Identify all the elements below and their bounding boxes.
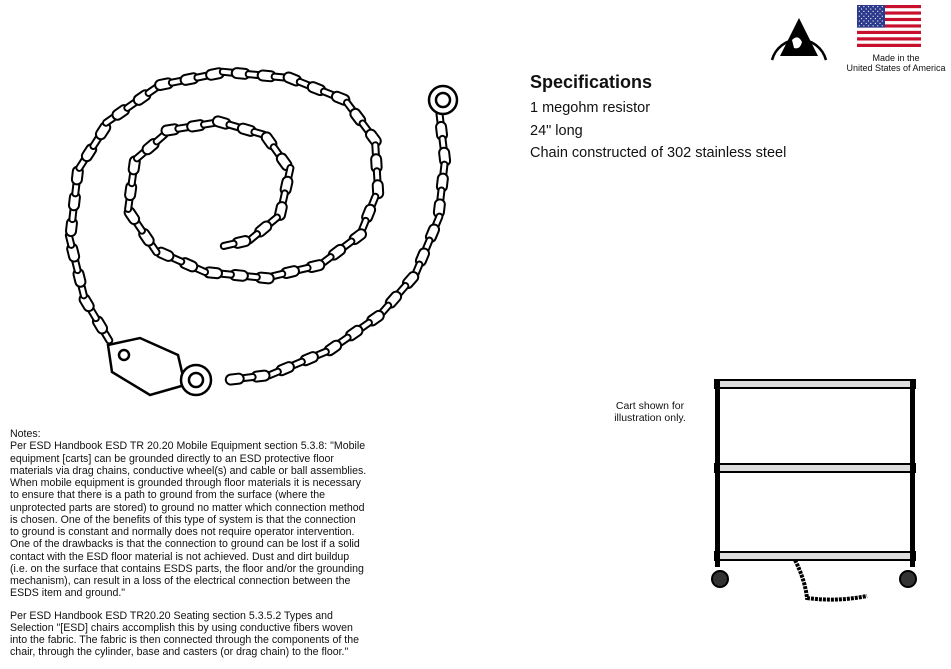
notes-line: ESDS item and ground." — [10, 587, 126, 600]
esd-symbol-icon — [768, 8, 830, 64]
notes-line: Per ESD Handbook ESD TR20.20 Seating section 5.3.5.2 Types and — [10, 609, 333, 622]
notes-paragraph-2 — [10, 610, 366, 659]
notes-line: contact with the ESD floor material is not achieved. Dust and dirt buildup — [10, 550, 350, 563]
notes-line: equipment [carts] can be grounded directly to an ESD protective floor — [10, 452, 334, 465]
specifications-block — [530, 72, 786, 165]
spec-item: 1 megohm resistor — [530, 100, 651, 116]
cart-illustration — [700, 372, 930, 607]
notes-line: mechanism), can result in a loss of the electrical connection between the — [10, 575, 351, 587]
notes-line: One of the drawbacks is that the connection to ground can be lost if a solid — [10, 538, 360, 551]
made-in-line: Made in the — [872, 53, 920, 63]
resistor-clasp — [108, 338, 211, 395]
notes-line: is chosen. One of the benefits of this type of system is that the connection — [10, 513, 356, 526]
notes-line: to ground is constant and normally does not require operator intervention. — [10, 526, 355, 538]
caption-line: Cart shown for — [615, 400, 685, 412]
spec-item: 24" long — [530, 122, 583, 139]
notes-section — [10, 428, 366, 659]
cart-caption — [600, 400, 700, 424]
notes-line: Selection "[ESD] chairs accomplish this by using conductive fibers woven — [10, 621, 353, 634]
notes-line: Per ESD Handbook ESD TR 20.20 Mobile Equipment section 5.3.8: "Mobile — [10, 440, 366, 453]
notes-line: (i.e. on the surface that contains ESDS parts, the floor and/or the grounding — [10, 562, 364, 575]
made-in-usa-label — [836, 53, 951, 73]
notes-line: into the fabric. The fabric is then connected through the components of the — [10, 634, 360, 646]
notes-line: unprotected parts are stored) to ground no matter which connection method — [10, 501, 365, 514]
notes-line: When mobile equipment is grounded through floor materials it is necessary — [10, 477, 361, 489]
specifications-title: Specifications — [530, 72, 653, 92]
spec-item: Chain constructed of 302 stainless steel — [530, 145, 787, 161]
made-in-line: United States of America — [846, 63, 946, 73]
notes-line: Notes: — [10, 428, 41, 440]
notes-line: materials via drag chains, conductive wheel(s) and cable or ball assemblies. — [10, 464, 367, 477]
chain-link — [225, 373, 244, 385]
notes-line: to ensure that there is a path to ground from the surface (where the — [10, 489, 326, 502]
notes-paragraph-1 — [10, 428, 366, 600]
caption-line: illustration only. — [614, 412, 686, 424]
chain-link — [220, 240, 237, 249]
chain-end-ring — [429, 86, 457, 114]
drag-chain-illustration — [0, 0, 500, 420]
us-flag-icon — [857, 5, 921, 47]
notes-line: chair, through the cylinder, base and casters (or drag chain) to the floor." — [10, 646, 349, 659]
